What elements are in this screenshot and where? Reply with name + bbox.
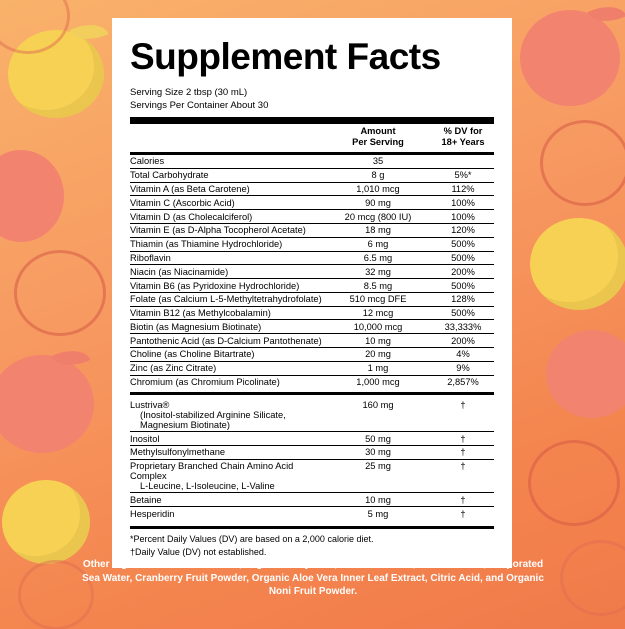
nutrient-dv: 500%: [432, 251, 494, 265]
nutrient-amount: 35: [324, 155, 432, 168]
ingredient-amount: 25 mg: [324, 459, 432, 493]
peach-outline-illustration: [540, 120, 625, 206]
nutrient-name: Vitamin D (as Cholecalciferol): [130, 210, 324, 224]
nutrient-dv: 500%: [432, 237, 494, 251]
table-row: [130, 237, 494, 251]
ingredient-name: Inositol: [130, 432, 324, 446]
nutrient-name: Total Carbohydrate: [130, 168, 324, 182]
nutrient-name: Niacin (as Niacinamide): [130, 265, 324, 279]
peach-outline-illustration: [528, 440, 620, 526]
nutrient-name: Vitamin C (Ascorbic Acid): [130, 196, 324, 210]
nutrient-name: Vitamin B12 (as Methylcobalamin): [130, 306, 324, 320]
nutrient-name: Zinc (as Zinc Citrate): [130, 361, 324, 375]
ingredient-cell: [130, 398, 324, 431]
blend-table: [130, 398, 494, 520]
nutrient-name: Vitamin B6 (as Pyridoxine Hydrochloride): [130, 279, 324, 293]
nutrient-dv: 112%: [432, 182, 494, 196]
peach-illustration: [2, 480, 90, 564]
footnote-dv-not-established: †Daily Value (DV) not established.: [130, 546, 267, 557]
table-row: [130, 459, 494, 493]
table-row: [130, 445, 494, 459]
nutrient-dv: 100%: [432, 196, 494, 210]
nutrient-amount: 10,000 mcg: [324, 320, 432, 334]
nutrient-dv: 128%: [432, 292, 494, 306]
nutrient-amount: 1 mg: [324, 361, 432, 375]
nutrient-dv: 33,333%: [432, 320, 494, 334]
column-header-amount-line2: Per Serving: [352, 137, 404, 148]
serving-info: [130, 87, 494, 113]
table-row: [130, 375, 494, 388]
ingredient-dv: †: [432, 493, 494, 507]
ingredient-dv: †: [432, 445, 494, 459]
ingredient-name: Proprietary Branched Chain Amino Acid Complex: [130, 461, 294, 482]
ingredient-amount: 160 mg: [324, 398, 432, 431]
nutrient-amount: 12 mcg: [324, 306, 432, 320]
column-header-amount: [324, 124, 432, 152]
footnote-daily-values: *Percent Daily Values (DV) are based on a 2,000 calorie diet.: [130, 534, 374, 545]
nutrient-name: Chromium (as Chromium Picolinate): [130, 376, 280, 387]
ingredient-name: Methylsulfonylmethane: [130, 445, 324, 459]
nutrient-amount: 32 mg: [324, 265, 432, 279]
table-row: [130, 320, 494, 334]
nutrient-amount: 8.5 mg: [324, 279, 432, 293]
other-ingredients: Other Ingredients: Purified Water, Vegetable Glycerin, Natural Flavors, Xanthan Gum, Evaporated Sea Water, Cranberry Fruit Powder, Organic Aloe Vera Inner Leaf Extract, Citric Acid, and Organic Noni Fruit Powder.: [82, 559, 544, 597]
table-row: [130, 306, 494, 320]
servings-per-container: Servings Per Container About 30: [130, 99, 269, 111]
nutrient-dv: 4%: [432, 348, 494, 362]
nutrient-amount: 10 mg: [324, 334, 432, 348]
table-row: [130, 348, 494, 362]
nutrient-dv: 100%: [432, 210, 494, 224]
nutrient-dv: [432, 155, 494, 168]
nutrient-name: Pantothenic Acid (as D-Calcium Pantothenate): [130, 334, 324, 348]
ingredient-sub: (Inositol-stabilized Arginine Silicate, Magnesium Biotinate): [140, 409, 286, 430]
page-title: Supplement Facts: [130, 36, 441, 77]
nutrient-dv: 500%: [432, 279, 494, 293]
nutrient-amount: 1,000 mcg: [356, 376, 400, 387]
nutrient-name: Calories: [130, 155, 324, 168]
table-row: [130, 265, 494, 279]
nutrient-dv: 200%: [432, 265, 494, 279]
nutrient-amount: 510 mcg DFE: [324, 292, 432, 306]
table-row: [130, 493, 494, 507]
peach-outline-illustration: [14, 250, 106, 336]
nutrients-table: [130, 124, 494, 152]
table-row: [130, 182, 494, 196]
nutrient-name: Folate (as Calcium L-5-Methyltetrahydrofolate): [130, 292, 324, 306]
table-row: [130, 223, 494, 237]
peach-illustration: [520, 10, 620, 106]
nutrient-name: Vitamin E (as D-Alpha Tocopherol Acetate): [130, 223, 324, 237]
nutrient-amount: 1,010 mcg: [324, 182, 432, 196]
column-header-dv: [432, 124, 494, 152]
footnotes: [130, 533, 494, 558]
column-header-nutrient: [130, 124, 324, 152]
nutrient-amount: 20 mcg (800 IU): [324, 210, 432, 224]
ingredient-dv: †: [432, 459, 494, 493]
nutrient-dv: 500%: [432, 306, 494, 320]
nutrient-dv: 5%*: [432, 168, 494, 182]
nutrients-rows: [130, 155, 494, 388]
table-row: [130, 196, 494, 210]
column-header-dv-line1: % DV for: [443, 125, 483, 136]
nutrient-name: Biotin (as Magnesium Biotinate): [130, 320, 324, 334]
table-row: [130, 361, 494, 375]
ingredient-cell: [130, 459, 324, 493]
ingredient-dv: †: [460, 508, 466, 519]
ingredient-amount: 50 mg: [324, 432, 432, 446]
ingredient-name: Betaine: [130, 493, 324, 507]
column-header-dv-line2: 18+ Years: [441, 137, 485, 148]
table-row: [130, 292, 494, 306]
nutrient-name: Vitamin A (as Beta Carotene): [130, 182, 324, 196]
nutrient-amount: 6.5 mg: [324, 251, 432, 265]
nutrient-name: Choline (as Choline Bitartrate): [130, 348, 324, 362]
nutrient-amount: 20 mg: [324, 348, 432, 362]
table-row: [130, 334, 494, 348]
nutrient-amount: 6 mg: [324, 237, 432, 251]
nutrient-dv: 120%: [432, 223, 494, 237]
table-row: [130, 398, 494, 431]
divider-before-blend: [130, 392, 494, 395]
ingredient-dv: †: [432, 432, 494, 446]
ingredient-amount: 30 mg: [324, 445, 432, 459]
table-row: [130, 155, 494, 168]
ingredient-amount: 5 mg: [367, 508, 389, 519]
nutrient-name: Thiamin (as Thiamine Hydrochloride): [130, 237, 324, 251]
ingredient-name: Lustriva®: [130, 399, 170, 410]
nutrient-amount: 18 mg: [324, 223, 432, 237]
nutrient-dv: 9%: [432, 361, 494, 375]
divider-before-footnotes: [130, 526, 494, 529]
supplement-facts-panel: [112, 18, 512, 568]
table-header: [130, 124, 494, 152]
nutrient-amount: 90 mg: [324, 196, 432, 210]
peach-illustration: [530, 218, 625, 310]
table-row: [130, 432, 494, 446]
divider-thick-top: [130, 117, 494, 124]
nutrient-dv: 200%: [432, 334, 494, 348]
column-header-amount-line1: Amount: [360, 125, 396, 136]
nutrient-amount: 8 g: [324, 168, 432, 182]
table-row: [130, 210, 494, 224]
nutrient-dv: 2,857%: [447, 376, 479, 387]
table-row: [130, 251, 494, 265]
ingredient-dv: †: [432, 398, 494, 431]
serving-size: Serving Size 2 tbsp (30 mL): [130, 86, 248, 98]
ingredient-amount: 10 mg: [324, 493, 432, 507]
table-row: [130, 168, 494, 182]
table-row: [130, 507, 494, 520]
nutrient-name: Riboflavin: [130, 251, 324, 265]
table-row: [130, 279, 494, 293]
ingredient-sub: L-Leucine, L-Isoleucine, L-Valine: [140, 481, 275, 492]
ingredient-name: Hesperidin: [130, 508, 175, 519]
